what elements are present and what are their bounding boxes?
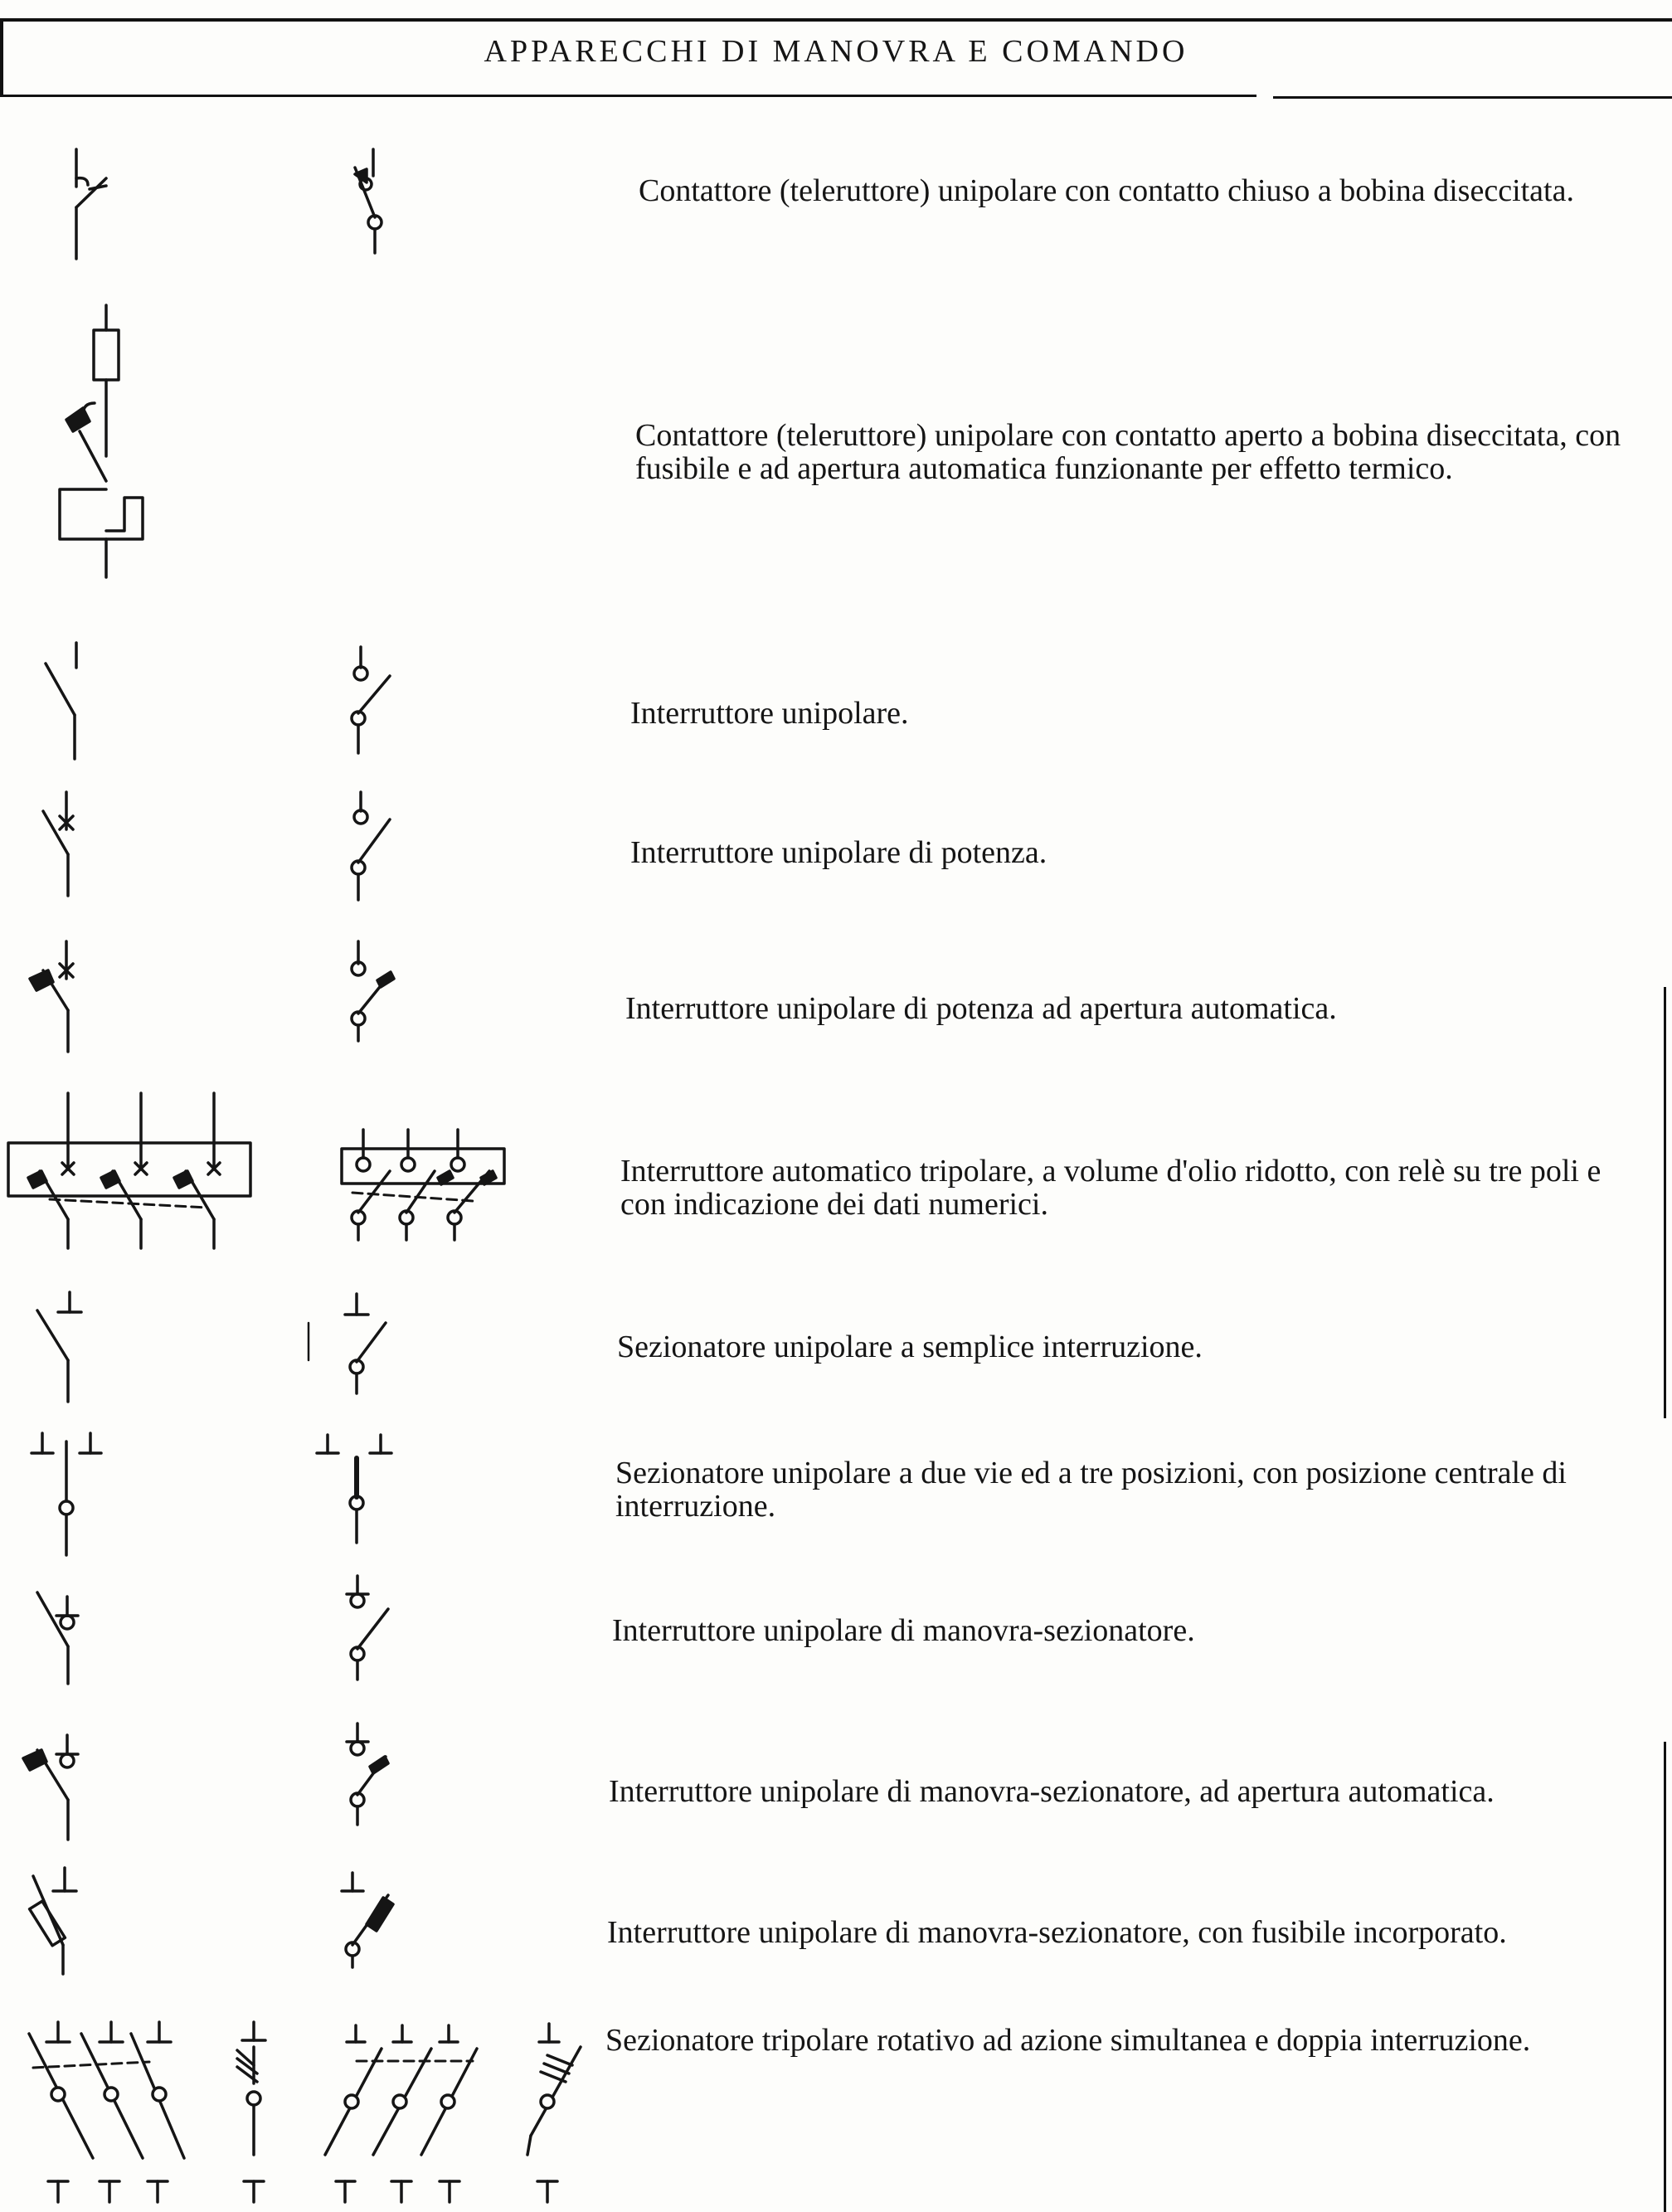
page-title: APPARECCHI DI MANOVRA E COMANDO <box>484 34 1188 69</box>
entry-description: Sezionatore unipolare a semplice interruzione. <box>617 1330 1203 1364</box>
contactor-closed-symbol-b <box>355 149 382 253</box>
power-switch-symbol-b <box>352 792 390 900</box>
entry-description: Sezionatore tripolare rotativo ad azione simultanea e doppia interruzione. <box>605 2023 1531 2058</box>
switch-symbol-a <box>46 643 76 759</box>
entry-description: Interruttore unipolare di manovra-sezionatore, con fusibile incorporato. <box>607 1915 1507 1950</box>
switch-symbol-b <box>352 647 390 753</box>
power-switch-symbol-a <box>43 792 73 896</box>
auto-power-switch-symbol-b <box>352 941 394 1041</box>
tripolar-breaker-symbol-b <box>342 1130 504 1240</box>
rotary-tripolar-disconnector-symbol-d <box>527 2024 581 2202</box>
rotary-tripolar-disconnector-symbol-a <box>29 2022 184 2202</box>
entry-description: Interruttore unipolare di manovra-sezionatore. <box>612 1613 1195 1648</box>
two-way-disconnector-symbol-a <box>32 1433 101 1555</box>
entry-description: Interruttore unipolare. <box>630 696 909 731</box>
load-break-switch-symbol-b <box>347 1576 388 1680</box>
fused-load-break-switch-symbol-b <box>342 1873 393 1967</box>
entry-description: Contattore (teleruttore) unipolare con contatto chiuso a bobina diseccitata. <box>639 173 1574 208</box>
disconnector-symbol-a <box>37 1292 81 1402</box>
contactor-closed-symbol-a <box>76 149 106 259</box>
entry-description: Interruttore unipolare di potenza. <box>630 835 1047 870</box>
auto-power-switch-symbol-a <box>30 941 73 1052</box>
entry-description: Sezionatore unipolare a due vie ed a tre posizioni, con posizione centrale di interruzione. <box>615 1456 1567 1524</box>
entry-description: Interruttore unipolare di manovra-sezionatore, ad apertura automatica. <box>609 1774 1495 1809</box>
entry-description: Interruttore unipolare di potenza ad apertura automatica. <box>625 991 1337 1026</box>
auto-load-break-switch-symbol-b <box>347 1723 388 1825</box>
disconnector-symbol-b <box>309 1294 386 1393</box>
entry-description: Contattore (teleruttore) unipolare con contatto aperto a bobina diseccitata, con fusibile e ad apertura automatica funzionante per effetto termico. <box>635 418 1621 486</box>
fused-load-break-switch-symbol-a <box>30 1868 76 1974</box>
load-break-switch-symbol-a <box>37 1592 78 1684</box>
rotary-tripolar-disconnector-symbol-b <box>237 2022 265 2202</box>
two-way-disconnector-symbol-b <box>317 1435 391 1543</box>
rotary-tripolar-disconnector-symbol-c <box>325 2025 477 2202</box>
entry-description: Interruttore automatico tripolare, a volume d'olio ridotto, con relè su tre poli e con indicazione dei dati numerici. <box>620 1154 1602 1222</box>
contactor-fuse-thermal-symbol <box>60 305 143 577</box>
tripolar-breaker-symbol-a <box>8 1093 250 1248</box>
auto-load-break-switch-symbol-a <box>23 1735 78 1840</box>
